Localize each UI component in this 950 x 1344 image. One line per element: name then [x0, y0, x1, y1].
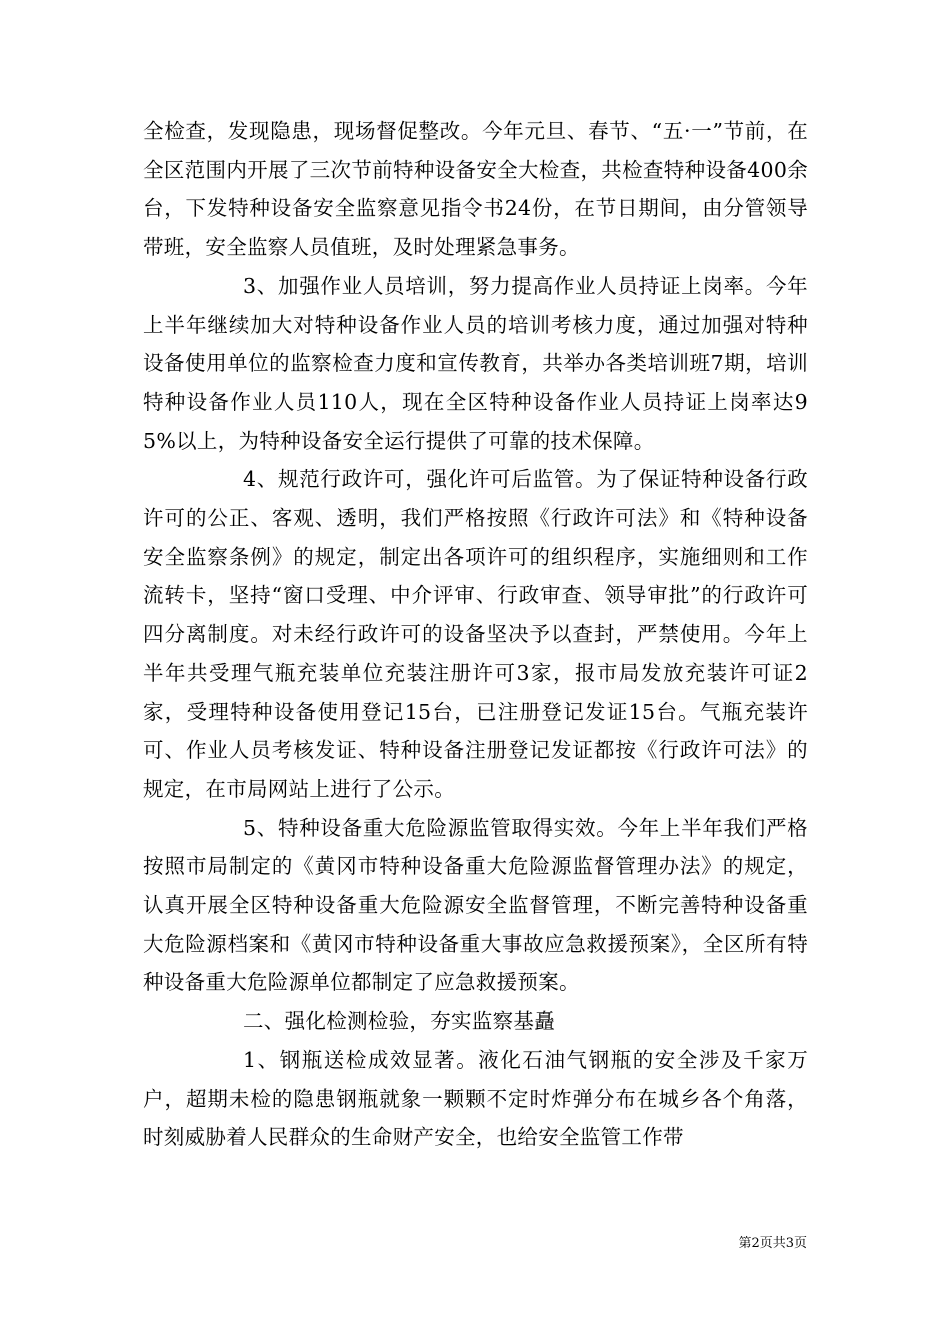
- page-number-footer: 第2页共3页: [738, 1236, 807, 1251]
- paragraph-section2-item-1: 1、钢瓶送检成效显著。液化石油气钢瓶的安全涉及千家万户，超期未检的隐患钢瓶就象一颗颗不定时炸弹分布在城乡各个角落，时刻威胁着人民群众的生命财产安全，也给安全监管工作带: [143, 1047, 808, 1150]
- paragraph-item-5: 5、特种设备重大危险源监管取得实效。今年上半年我们严格按照市局制定的《黄冈市特种设备重大危险源监督管理办法》的规定，认真开展全区特种设备重大危险源安全监督管理，不断完善特种设备重大危险源档案和《黄冈市特种设备重大事故应急救援预案》，全区所有特种设备重大危险源单位都制定了应急救援预案。: [143, 815, 808, 995]
- paragraph-item-4: 4、规范行政许可，强化许可后监管。为了保证特种设备行政许可的公正、客观、透明，我们严格按照《行政许可法》和《特种设备安全监察条例》的规定，制定出各项许可的组织程序，实施细则和工作流转卡，坚持“窗口受理、中介评审、行政审查、领导审批”的行政许可四分离制度。对未经行政许可的设备坚决予以查封，严禁使用。今年上半年共受理气瓶充装单位充装注册许可3家，报市局发放充装许可证2家，受理特种设备使用登记15台，已注册登记发证15台。气瓶充装许可、作业人员考核发证、特种设备注册登记发证都按《行政许可法》的规定，在市局网站上进行了公示。: [143, 467, 808, 801]
- paragraph-continued: 全检查，发现隐患，现场督促整改。今年元旦、春节、“五·一”节前，在全区范围内开展了三次节前特种设备安全大检查，共检查特种设备400余台，下发特种设备安全监察意见指令书24份，在节日期间，由分管领导带班，安全监察人员值班，及时处理紧急事务。: [143, 119, 808, 260]
- page-body: [143, 112, 808, 1157]
- section-heading: 二、强化检测检验，夯实监察基矗: [243, 1009, 555, 1034]
- paragraph-item-3: 3、加强作业人员培训，努力提高作业人员持证上岗率。今年上半年继续加大对特种设备作业人员的培训考核力度，通过加强对特种设备使用单位的监察检查力度和宣传教育，共举办各类培训班7期，培训特种设备作业人员110人，现在全区特种设备作业人员持证上岗率达95%以上，为特种设备安全运行提供了可靠的技术保障。: [143, 273, 808, 453]
